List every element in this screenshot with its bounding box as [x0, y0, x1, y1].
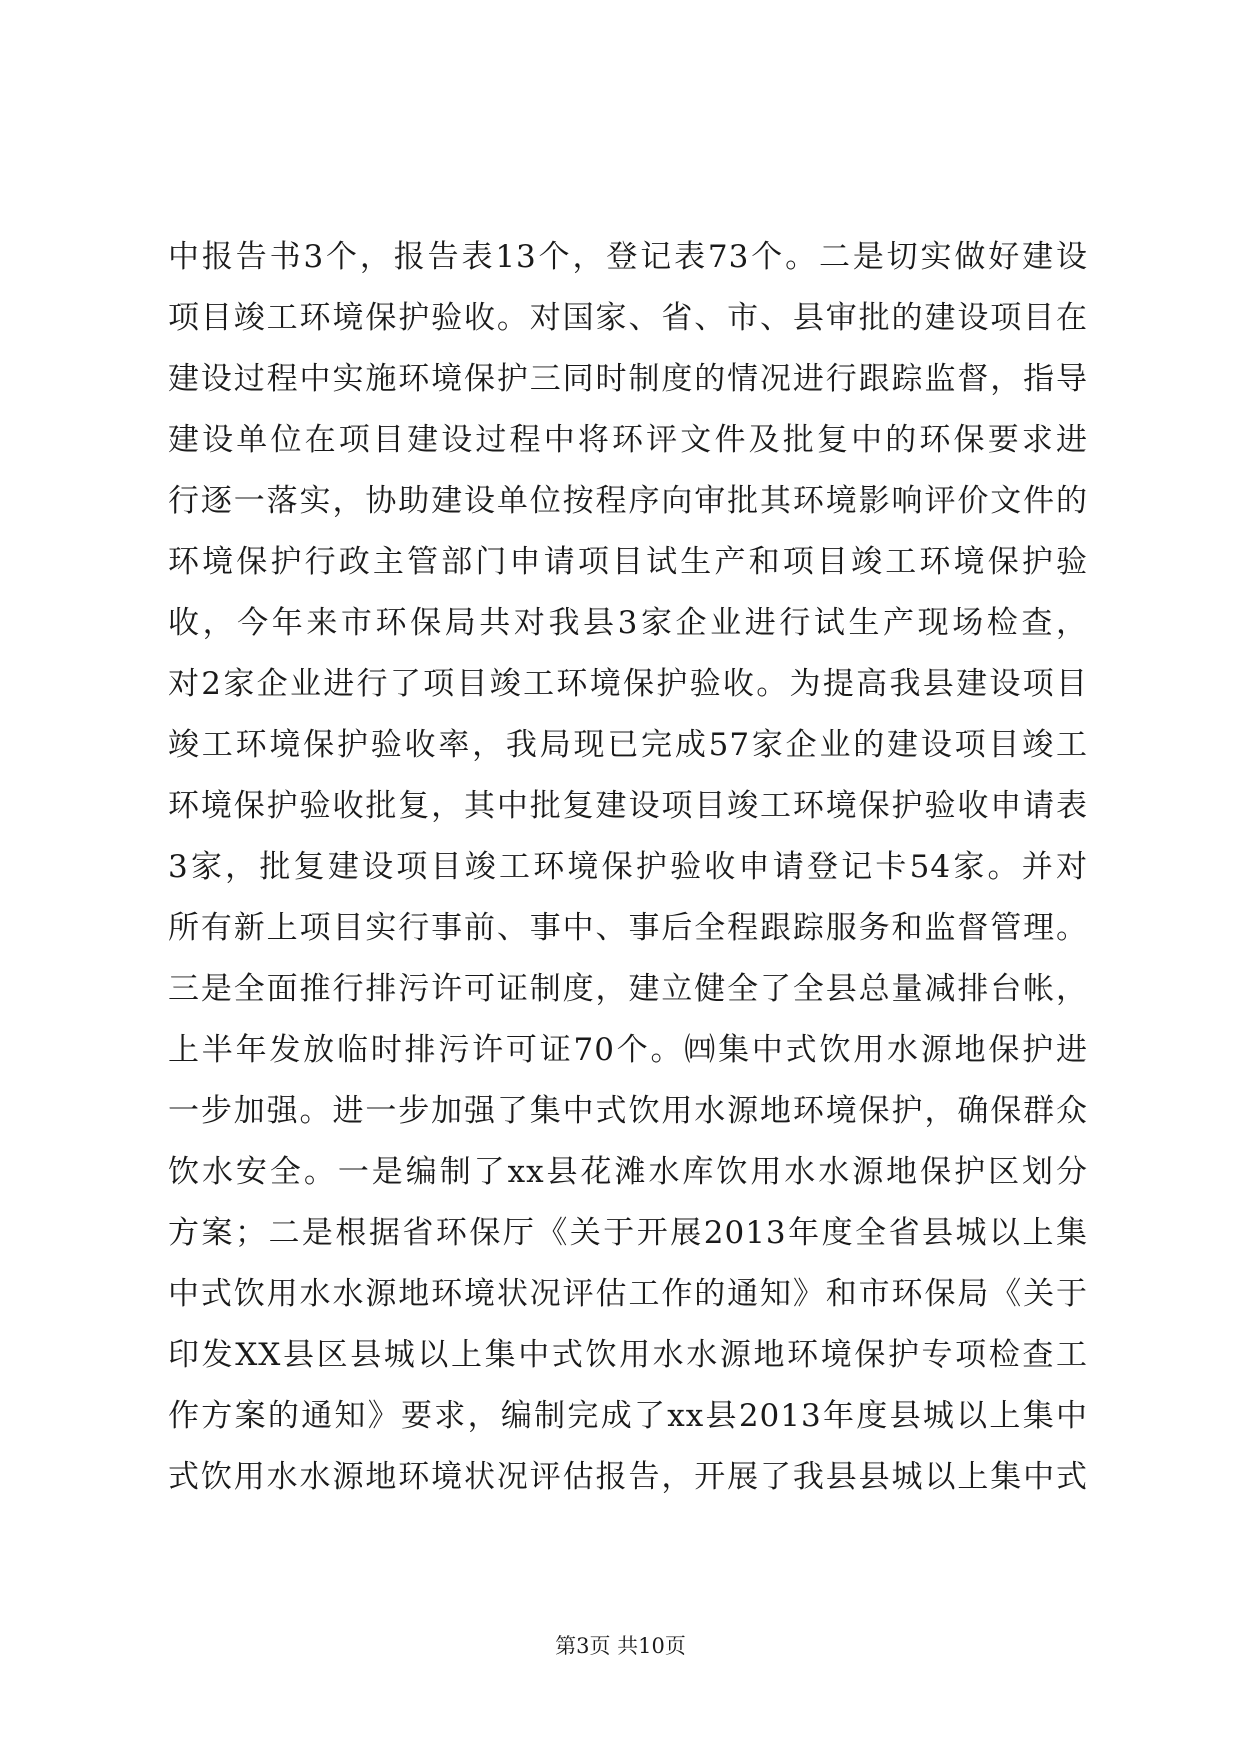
text-line: 饮水安全。一是编制了xx县花滩水库饮用水水源地保护区划分 [168, 1154, 1088, 1190]
text-line: 式饮用水水源地环境状况评估报告，开展了我县县城以上集中式 [168, 1459, 1088, 1495]
text-line: 建设单位在项目建设过程中将环评文件及批复中的环保要求进 [168, 422, 1088, 458]
text-line: 一步加强。进一步加强了集中式饮用水源地环境保护，确保群众 [168, 1093, 1088, 1129]
text-line: 收，今年来市环保局共对我县3家企业进行试生产现场检查， [168, 605, 1088, 641]
page-footer: 第3页 共10页 [555, 1634, 686, 1658]
text-line: 竣工环境保护验收率，我局现已完成57家企业的建设项目竣工 [168, 727, 1088, 763]
text-line: 行逐一落实，协助建设单位按程序向审批其环境影响评价文件的 [168, 483, 1088, 519]
text-line: 项目竣工环境保护验收。对国家、省、市、县审批的建设项目在 [168, 300, 1088, 336]
text-line: 环境保护行政主管部门申请项目试生产和项目竣工环境保护验 [168, 544, 1088, 580]
text-line: 建设过程中实施环境保护三同时制度的情况进行跟踪监督，指导 [168, 361, 1088, 397]
text-line: 中式饮用水水源地环境状况评估工作的通知》和市环保局《关于 [168, 1276, 1088, 1312]
text-line: 对2家企业进行了项目竣工环境保护验收。为提高我县建设项目 [168, 666, 1088, 702]
text-line: 3家，批复建设项目竣工环境保护验收申请登记卡54家。并对 [168, 849, 1088, 885]
text-line: 方案；二是根据省环保厅《关于开展2013年度全省县城以上集 [168, 1215, 1088, 1251]
text-line: 所有新上项目实行事前、事中、事后全程跟踪服务和监督管理。 [168, 910, 1088, 946]
text-line: 环境保护验收批复，其中批复建设项目竣工环境保护验收申请表 [168, 788, 1088, 824]
text-line: 上半年发放临时排污许可证70个。㈣集中式饮用水源地保护进 [168, 1032, 1088, 1068]
text-line: 三是全面推行排污许可证制度，建立健全了全县总量减排台帐， [168, 971, 1088, 1007]
text-line: 印发XX县区县城以上集中式饮用水水源地环境保护专项检查工 [168, 1337, 1088, 1373]
body-text [168, 227, 1088, 1508]
text-line: 中报告书3个，报告表13个，登记表73个。二是切实做好建设 [168, 239, 1088, 275]
text-line: 作方案的通知》要求，编制完成了xx县2013年度县城以上集中 [168, 1398, 1088, 1434]
